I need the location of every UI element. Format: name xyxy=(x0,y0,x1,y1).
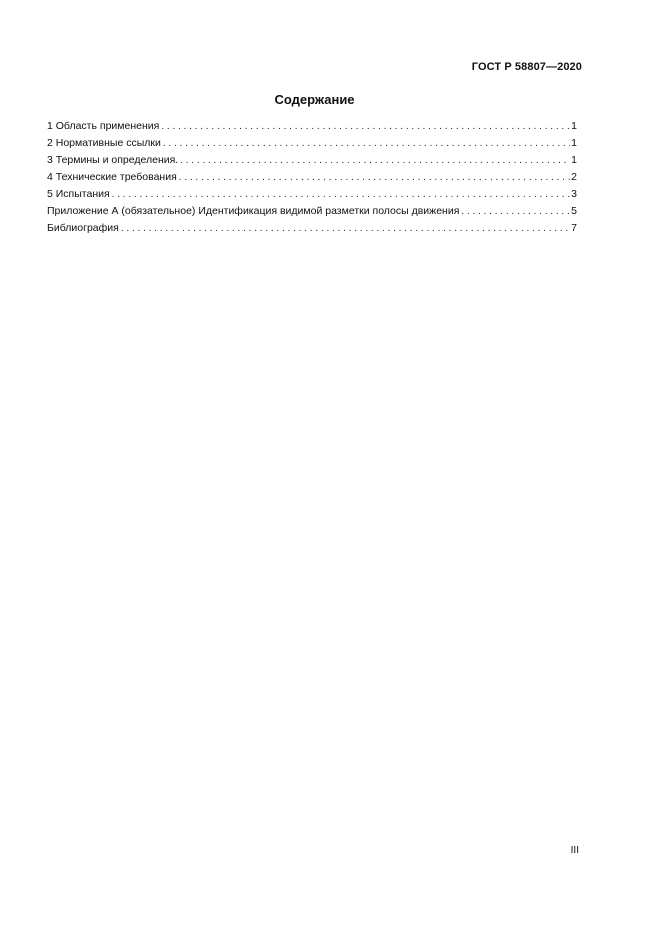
toc-entry-title: 4 Технические требования xyxy=(47,171,177,183)
toc-entry-page: 1 xyxy=(571,154,577,166)
page-number: III xyxy=(570,845,579,856)
toc-leader-dots xyxy=(180,152,570,169)
toc-entry-page: 3 xyxy=(571,188,577,200)
toc-entry[interactable] xyxy=(47,152,577,169)
toc-leader-dots xyxy=(121,220,570,237)
toc-entry-title: 3 Термины и определения. xyxy=(47,154,179,166)
toc-leader-dots xyxy=(163,135,570,152)
toc-entry-title: 1 Область применения xyxy=(47,120,160,132)
toc-entry[interactable] xyxy=(47,135,577,152)
toc-entry-page: 1 xyxy=(571,137,577,149)
toc-entry-page: 1 xyxy=(571,120,577,132)
table-of-contents xyxy=(47,118,577,237)
toc-entry[interactable] xyxy=(47,186,577,203)
toc-entry-page: 5 xyxy=(571,205,577,217)
toc-leader-dots xyxy=(161,118,570,135)
toc-entry[interactable] xyxy=(47,118,577,135)
toc-leader-dots xyxy=(179,169,570,186)
document-code: ГОСТ Р 58807—2020 xyxy=(471,61,582,73)
toc-entry-title: 5 Испытания xyxy=(47,188,110,200)
toc-entry-page: 7 xyxy=(571,222,577,234)
toc-entry[interactable] xyxy=(47,203,577,220)
toc-entry-title: 2 Нормативные ссылки xyxy=(47,137,161,149)
toc-entry-title: Библиография xyxy=(47,222,119,234)
toc-leader-dots xyxy=(112,186,570,203)
toc-title: Содержание xyxy=(274,92,355,107)
toc-entry[interactable] xyxy=(47,220,577,237)
toc-entry[interactable] xyxy=(47,169,577,186)
toc-entry-page: 2 xyxy=(571,171,577,183)
toc-entry-title: Приложение А (обязательное) Идентификация видимой разметки полосы движения xyxy=(47,205,460,217)
toc-leader-dots xyxy=(461,203,570,220)
